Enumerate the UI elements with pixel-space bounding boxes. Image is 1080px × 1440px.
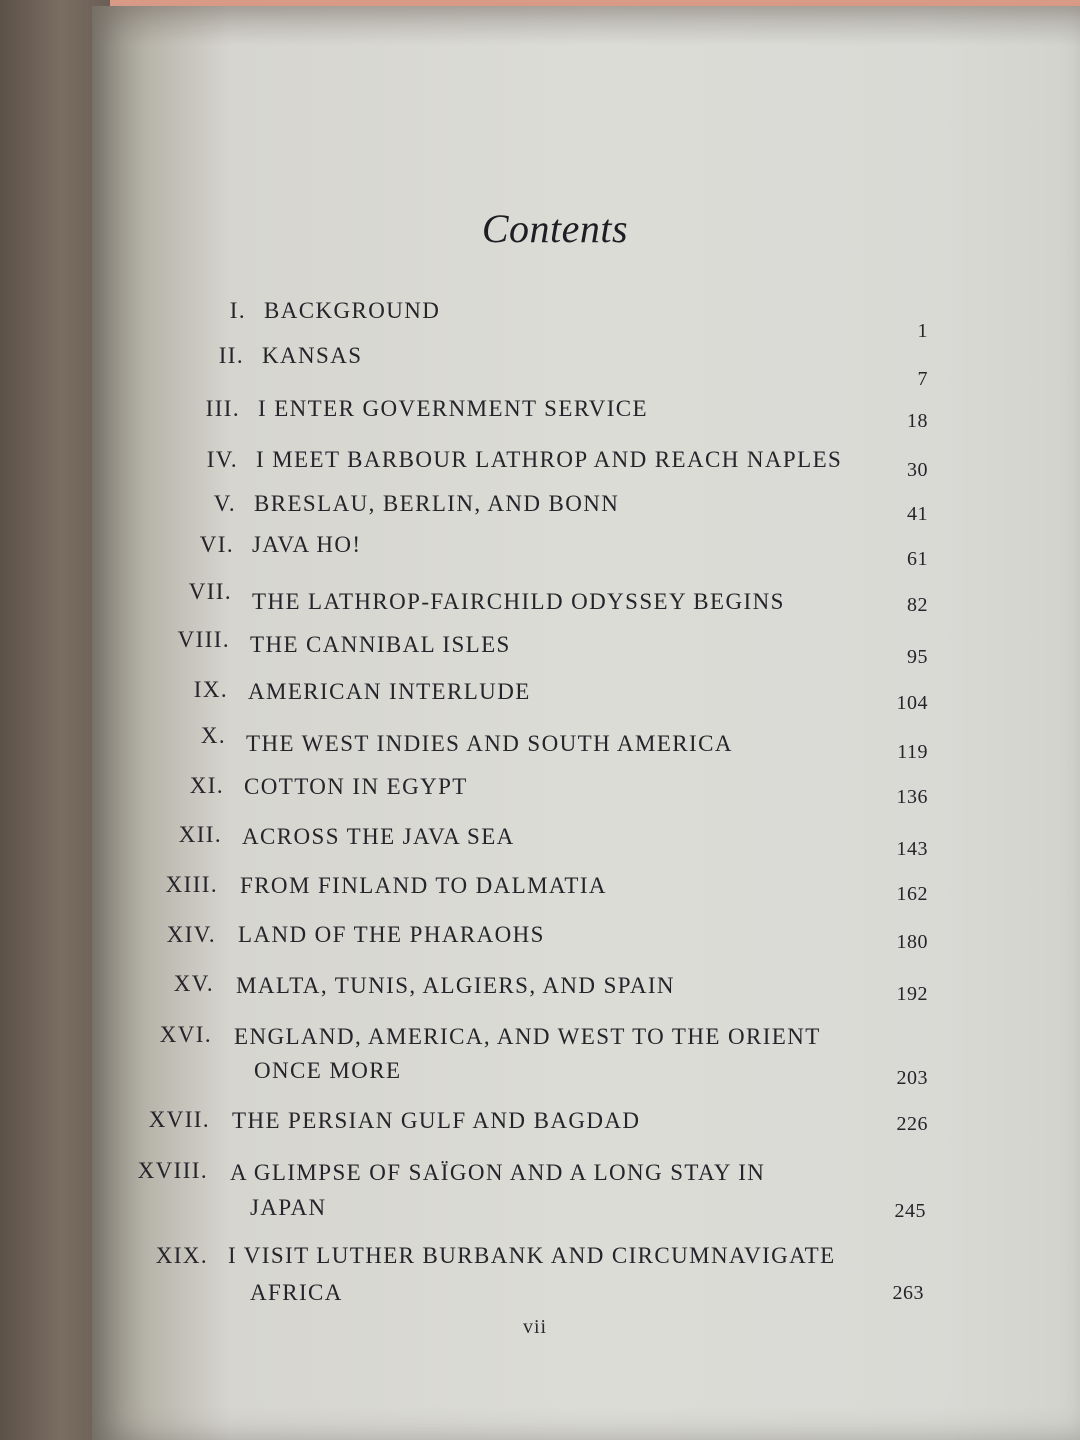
page-number: 136 — [896, 786, 928, 808]
chapter-title: ENGLAND, AMERICA, AND WEST TO THE ORIENT — [234, 1024, 821, 1049]
page-folio: vii — [522, 1316, 548, 1338]
page-number: 18 — [907, 410, 928, 432]
chapter-number: XVIII. — [137, 1158, 208, 1183]
page-number: 226 — [896, 1113, 928, 1135]
chapter-number: VI. — [199, 532, 234, 557]
chapter-title: COTTON IN EGYPT — [244, 774, 468, 799]
chapter-number: XIX. — [155, 1243, 208, 1268]
chapter-title-continued: JAPAN — [250, 1195, 327, 1220]
chapter-title: JAVA HO! — [252, 532, 362, 557]
chapter-title: THE WEST INDIES AND SOUTH AMERICA — [246, 731, 733, 756]
chapter-number: I. — [229, 298, 246, 323]
chapter-number: XII. — [178, 822, 222, 847]
chapter-title: FROM FINLAND TO DALMATIA — [240, 873, 607, 898]
page-number: 30 — [907, 459, 928, 481]
chapter-number: XI. — [189, 773, 224, 798]
page-title: Contents — [481, 206, 629, 251]
page-number: 82 — [907, 594, 928, 616]
page-number: 263 — [892, 1282, 924, 1304]
chapter-title: I MEET BARBOUR LATHROP AND REACH NAPLES — [256, 447, 843, 472]
chapter-number: XIV. — [166, 922, 216, 947]
chapter-title: KANSAS — [262, 343, 363, 368]
chapter-number: V. — [213, 491, 236, 516]
chapter-title-continued: ONCE MORE — [254, 1058, 402, 1083]
page-number: 1 — [917, 320, 928, 342]
chapter-title: AMERICAN INTERLUDE — [248, 679, 531, 704]
chapter-title: THE CANNIBAL ISLES — [250, 632, 511, 657]
chapter-number: IX. — [193, 677, 228, 702]
chapter-number: VII. — [188, 579, 232, 604]
chapter-number: VIII. — [177, 627, 230, 652]
page-number: 61 — [907, 548, 928, 570]
chapter-title: LAND OF THE PHARAOHS — [238, 922, 545, 947]
page-number: 203 — [896, 1067, 928, 1089]
chapter-number: XVI. — [159, 1022, 212, 1047]
page-number: 143 — [896, 838, 928, 860]
chapter-title: I ENTER GOVERNMENT SERVICE — [258, 396, 648, 421]
chapter-title: MALTA, TUNIS, ALGIERS, AND SPAIN — [236, 973, 675, 998]
page-number: 41 — [907, 503, 928, 525]
chapter-number: XVII. — [148, 1107, 210, 1132]
page-number: 119 — [897, 741, 928, 763]
chapter-number: XV. — [173, 971, 214, 996]
page-number: 7 — [917, 368, 928, 390]
chapter-title-continued: AFRICA — [250, 1280, 343, 1305]
chapter-number: XIII. — [165, 872, 218, 897]
chapter-number: III. — [205, 396, 240, 421]
chapter-title: A GLIMPSE OF SAÏGON AND A LONG STAY IN — [230, 1160, 766, 1185]
chapter-number: II. — [218, 343, 244, 368]
page-number: 162 — [896, 883, 928, 905]
page-number: 192 — [896, 983, 928, 1005]
chapter-number: X. — [200, 723, 226, 748]
page-number: 104 — [896, 692, 928, 714]
chapter-title: ACROSS THE JAVA SEA — [242, 824, 515, 849]
chapter-number: IV. — [206, 447, 238, 472]
page-number: 95 — [907, 646, 928, 668]
page-number: 180 — [896, 931, 928, 953]
chapter-title: BRESLAU, BERLIN, AND BONN — [254, 491, 620, 516]
page-number: 245 — [894, 1200, 926, 1222]
chapter-title: THE PERSIAN GULF AND BAGDAD — [232, 1108, 641, 1133]
chapter-title: I VISIT LUTHER BURBANK AND CIRCUMNAVIGATE — [228, 1243, 836, 1268]
chapter-title: THE LATHROP-FAIRCHILD ODYSSEY BEGINS — [252, 589, 785, 614]
chapter-title: BACKGROUND — [264, 298, 441, 323]
